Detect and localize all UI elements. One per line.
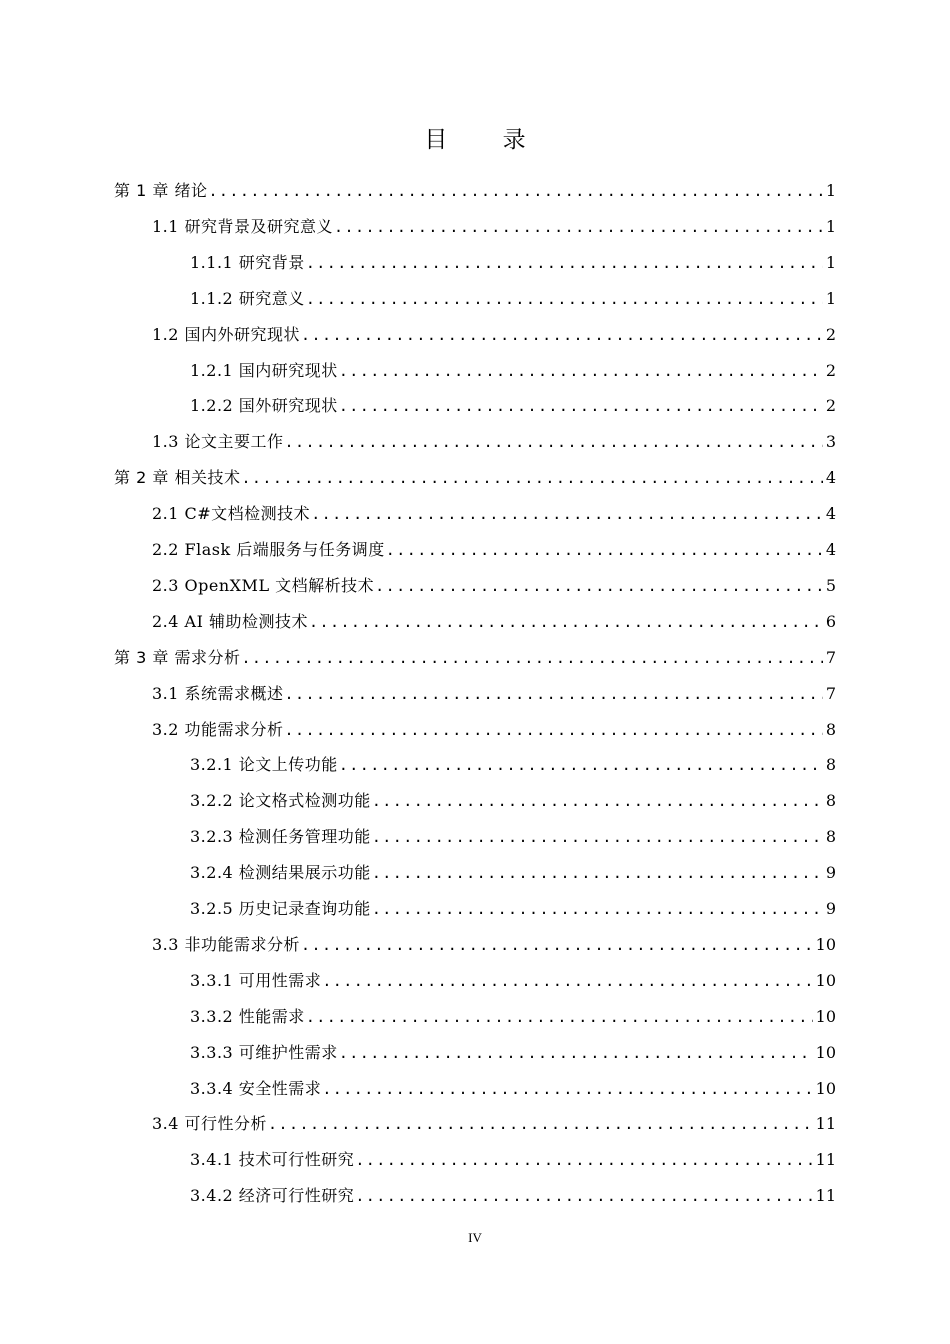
toc-entry[interactable] (190, 999, 836, 1035)
toc-entry-page: 5 (825, 575, 836, 595)
toc-leader-dots (306, 289, 823, 309)
toc-entry-page: 1 (825, 181, 836, 200)
toc-entry-page: 2 (825, 396, 836, 416)
toc-entry-label: 1.1.2 研究意义 (190, 288, 305, 308)
toc-entry-label: 2.3 OpenXML 文档解析技术 (152, 575, 375, 595)
toc-entry-label: 第 1 章 绪论 (114, 181, 208, 200)
toc-leader-dots (322, 1079, 812, 1099)
toc-leader-dots (285, 720, 823, 740)
toc-leader-dots (372, 899, 823, 919)
toc-entry[interactable] (152, 209, 836, 245)
toc-leader-dots (339, 361, 823, 381)
toc-entry[interactable] (190, 388, 836, 424)
toc-entry-page: 10 (815, 934, 836, 954)
toc-entry[interactable] (152, 604, 836, 640)
toc-entry-page: 7 (825, 647, 836, 667)
toc-leader-dots (306, 253, 823, 273)
toc-leader-dots (285, 432, 823, 452)
toc-entry[interactable] (152, 532, 836, 568)
toc-entry-label: 1.2 国内外研究现状 (152, 324, 301, 344)
toc-entry-page: 11 (815, 1186, 836, 1206)
toc-entry-label: 3.3.4 安全性需求 (190, 1078, 322, 1098)
toc-entry[interactable] (152, 317, 836, 353)
toc-entry-label: 第 3 章 需求分析 (114, 647, 241, 667)
toc-leader-dots (355, 1150, 812, 1170)
toc-entry-page: 10 (815, 1078, 836, 1098)
toc-entry-page: 4 (825, 540, 836, 559)
toc-entry-label: 3.2 功能需求分析 (152, 719, 284, 739)
toc-entry-page: 11 (815, 1114, 836, 1134)
toc-leader-dots (322, 971, 812, 991)
toc-entry-label: 2.2 Flask 后端服务与任务调度 (152, 540, 385, 559)
toc-entry-page: 3 (825, 432, 836, 452)
toc-entry[interactable] (190, 1035, 836, 1071)
toc-leader-dots (386, 540, 823, 560)
toc-entry[interactable] (152, 424, 836, 460)
toc-entry-page: 2 (825, 324, 836, 344)
toc-leader-dots (339, 396, 823, 416)
toc-entry-page: 8 (825, 827, 836, 847)
toc-entry[interactable] (190, 1071, 836, 1107)
toc-entry-label: 3.2.1 论文上传功能 (190, 755, 338, 775)
toc-leader-dots (355, 1186, 812, 1206)
toc-entry[interactable] (190, 963, 836, 999)
toc-leader-dots (306, 1007, 813, 1027)
toc-entry-label: 2.1 C#文档检测技术 (152, 504, 311, 524)
toc-entry[interactable] (152, 927, 836, 963)
toc-entry[interactable] (190, 783, 836, 819)
toc-entry-label: 3.2.2 论文格式检测功能 (190, 791, 371, 811)
toc-entry-label: 3.2.3 检测任务管理功能 (190, 827, 371, 847)
toc-entry-page: 8 (825, 791, 836, 811)
toc-entry-label: 1.1 研究背景及研究意义 (152, 216, 334, 236)
toc-entry-label: 3.4.1 技术可行性研究 (190, 1150, 355, 1170)
toc-title: 目 录 (424, 127, 550, 153)
toc-leader-dots (301, 935, 813, 955)
toc-entry-label: 1.3 论文主要工作 (152, 432, 284, 452)
toc-leader-dots (339, 1043, 813, 1063)
toc-leader-dots (372, 827, 823, 847)
toc-entry-page: 1 (825, 252, 836, 272)
toc-entry-label: 1.1.1 研究背景 (190, 252, 305, 272)
toc-entry[interactable] (190, 891, 836, 927)
toc-entry-page: 9 (825, 899, 836, 918)
toc-leader-dots (208, 181, 822, 201)
toc-leader-dots (372, 791, 823, 811)
toc-entry-page: 8 (825, 755, 836, 775)
toc-entry-label: 2.4 AI 辅助检测技术 (152, 611, 308, 631)
toc-leader-dots (372, 863, 823, 883)
toc-entry-page: 7 (825, 683, 836, 703)
toc-entry-label: 3.3.1 可用性需求 (190, 970, 322, 990)
toc-entry-page: 6 (825, 611, 836, 631)
toc-entry-page: 10 (815, 1042, 836, 1062)
page-number: IV (468, 1230, 482, 1245)
toc-leader-dots (241, 468, 822, 488)
toc-entry[interactable] (152, 676, 836, 712)
toc-entry-label: 3.1 系统需求概述 (152, 683, 284, 703)
toc-entry-page: 1 (825, 288, 836, 308)
toc-entry-label: 3.2.5 历史记录查询功能 (190, 899, 371, 918)
toc-entry-label: 1.2.1 国内研究现状 (190, 360, 338, 380)
toc-entry[interactable] (152, 568, 836, 604)
toc-leader-dots (268, 1114, 813, 1134)
toc-leader-dots (241, 648, 822, 668)
toc-entry-page: 4 (825, 504, 836, 524)
toc-entry[interactable] (190, 353, 836, 389)
toc-entry-label: 3.4 可行性分析 (152, 1114, 268, 1134)
toc-entry[interactable] (152, 496, 836, 532)
toc-leader-dots (309, 612, 823, 632)
toc-leader-dots (375, 576, 823, 596)
toc-entry-page: 4 (825, 468, 836, 488)
toc-leader-dots (339, 755, 823, 775)
toc-entry-page: 11 (815, 1150, 836, 1170)
toc-leader-dots (311, 504, 823, 524)
toc-entry-label: 3.4.2 经济可行性研究 (190, 1186, 355, 1206)
toc-entry[interactable] (114, 460, 836, 496)
toc-entry-page: 8 (825, 719, 836, 739)
toc-entry[interactable] (190, 1178, 836, 1214)
toc-entry-label: 3.3.2 性能需求 (190, 1006, 305, 1026)
toc-entry-page: 10 (815, 970, 836, 990)
toc-entry[interactable] (190, 855, 836, 891)
toc-entry-label: 1.2.2 国外研究现状 (190, 396, 338, 416)
toc-entry-page: 1 (825, 216, 836, 236)
toc-entry-page: 10 (815, 1006, 836, 1026)
toc-entry-page: 9 (825, 863, 836, 883)
toc-entry-label: 3.3 非功能需求分析 (152, 934, 301, 954)
toc-entry-label: 3.3.3 可维护性需求 (190, 1042, 338, 1062)
toc-entry[interactable] (152, 1106, 836, 1142)
toc-entry[interactable] (114, 640, 836, 676)
toc-entry[interactable] (190, 245, 836, 281)
toc-entry[interactable] (152, 712, 836, 748)
toc-entry[interactable] (190, 1142, 836, 1178)
toc-entry-label: 第 2 章 相关技术 (114, 468, 241, 488)
toc-entry[interactable] (190, 281, 836, 317)
toc-leader-dots (334, 217, 823, 237)
toc-entry[interactable] (114, 173, 836, 209)
toc-entry-label: 3.2.4 检测结果展示功能 (190, 863, 371, 883)
toc-leader-dots (285, 684, 823, 704)
toc-leader-dots (301, 325, 823, 345)
toc-entry[interactable] (190, 819, 836, 855)
toc-entry-page: 2 (825, 360, 836, 380)
toc-entry[interactable] (190, 747, 836, 783)
